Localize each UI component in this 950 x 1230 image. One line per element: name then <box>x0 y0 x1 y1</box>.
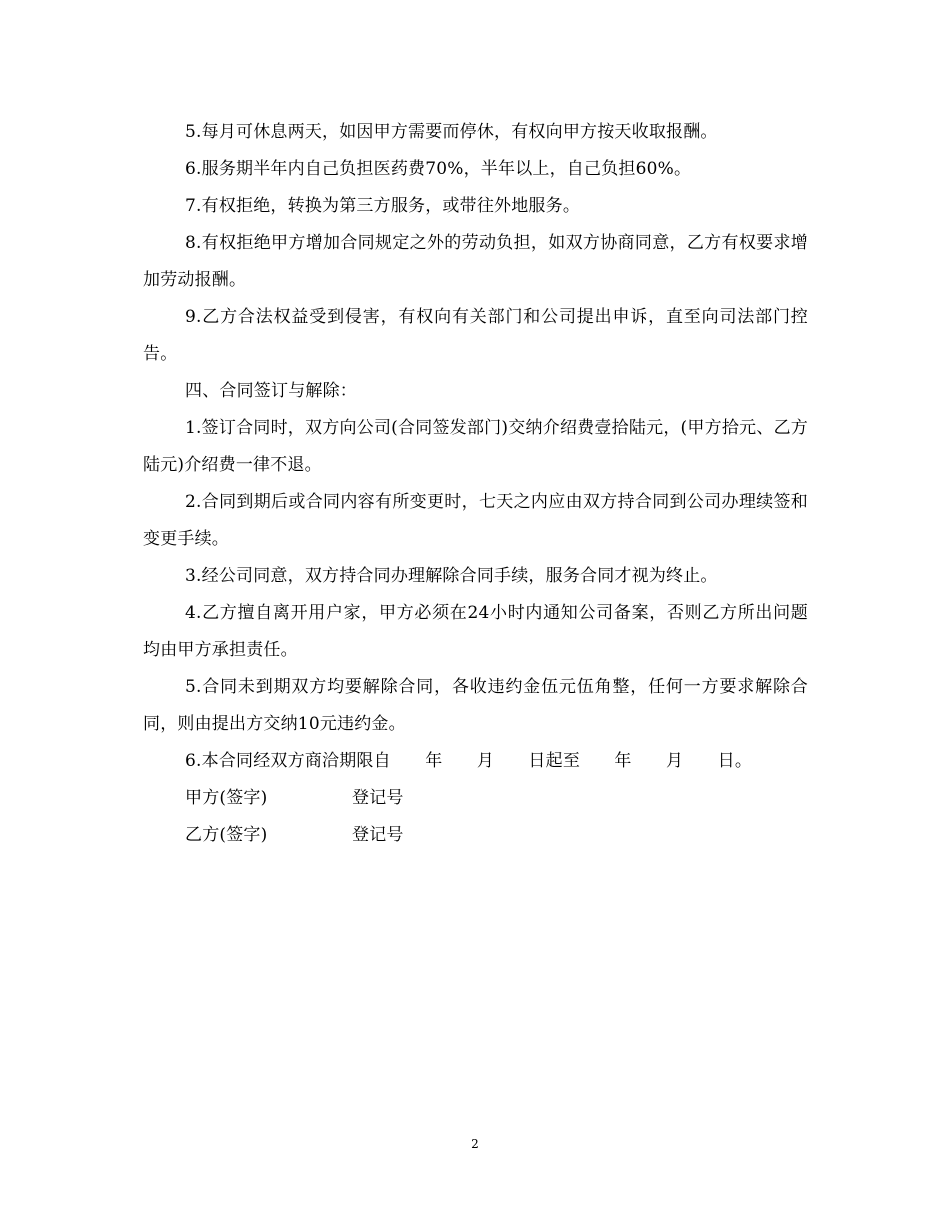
paragraph-renewal: 2.合同到期后或合同内容有所变更时，七天之内应由双方持合同到公司办理续签和变更手续。 <box>143 492 808 549</box>
paragraph-introduction-fee: 1.签订合同时，双方向公司(合同签发部门)交纳介绍费壹拾陆元，(甲方拾元、乙方陆元)介绍费一律不退。 <box>143 418 808 475</box>
page-number: 2 <box>471 1137 479 1151</box>
signature-label-party-b: 乙方(签字) <box>185 825 268 845</box>
registration-label-party-b: 登记号 <box>352 825 404 845</box>
paragraph-penalty: 5.合同未到期双方均要解除合同，各收违约金伍元伍角整，任何一方要求解除合同，则由提出方交纳10元违约金。 <box>143 677 808 734</box>
paragraph-refuse-transfer: 7.有权拒绝，转换为第三方服务，或带往外地服务。 <box>185 196 581 216</box>
paragraph-extra-labor: 8.有权拒绝甲方增加合同规定之外的劳动负担，如双方协商同意，乙方有权要求增加劳动报酬。 <box>143 233 808 290</box>
paragraph-termination: 3.经公司同意，双方持合同办理解除合同手续，服务合同才视为终止。 <box>185 566 718 586</box>
paragraph-contract-term: 6.本合同经双方商洽期限自 年 月 日起至 年 月 日。 <box>185 751 753 771</box>
signature-row-party-a <box>143 780 808 817</box>
signature-label-party-a: 甲方(签字) <box>185 788 268 808</box>
paragraph-rights-complaint: 9.乙方合法权益受到侵害，有权向有关部门和公司提出申诉，直至向司法部门控告。 <box>143 307 808 364</box>
signature-row-party-b <box>143 817 808 854</box>
document-body <box>143 114 808 854</box>
paragraph-unauthorized-leave: 4.乙方擅自离开用户家，甲方必须在24小时内通知公司备案，否则乙方所出问题均由甲方承担责任。 <box>143 603 808 660</box>
paragraph-medical-fees: 6.服务期半年内自己负担医药费70%，半年以上，自己负担60%。 <box>185 159 692 179</box>
registration-label-party-a: 登记号 <box>352 788 404 808</box>
paragraph-rest-days: 5.每月可休息两天，如因甲方需要而停休，有权向甲方按天收取报酬。 <box>185 122 718 142</box>
section-heading-contract-signing: 四、合同签订与解除： <box>185 381 357 401</box>
